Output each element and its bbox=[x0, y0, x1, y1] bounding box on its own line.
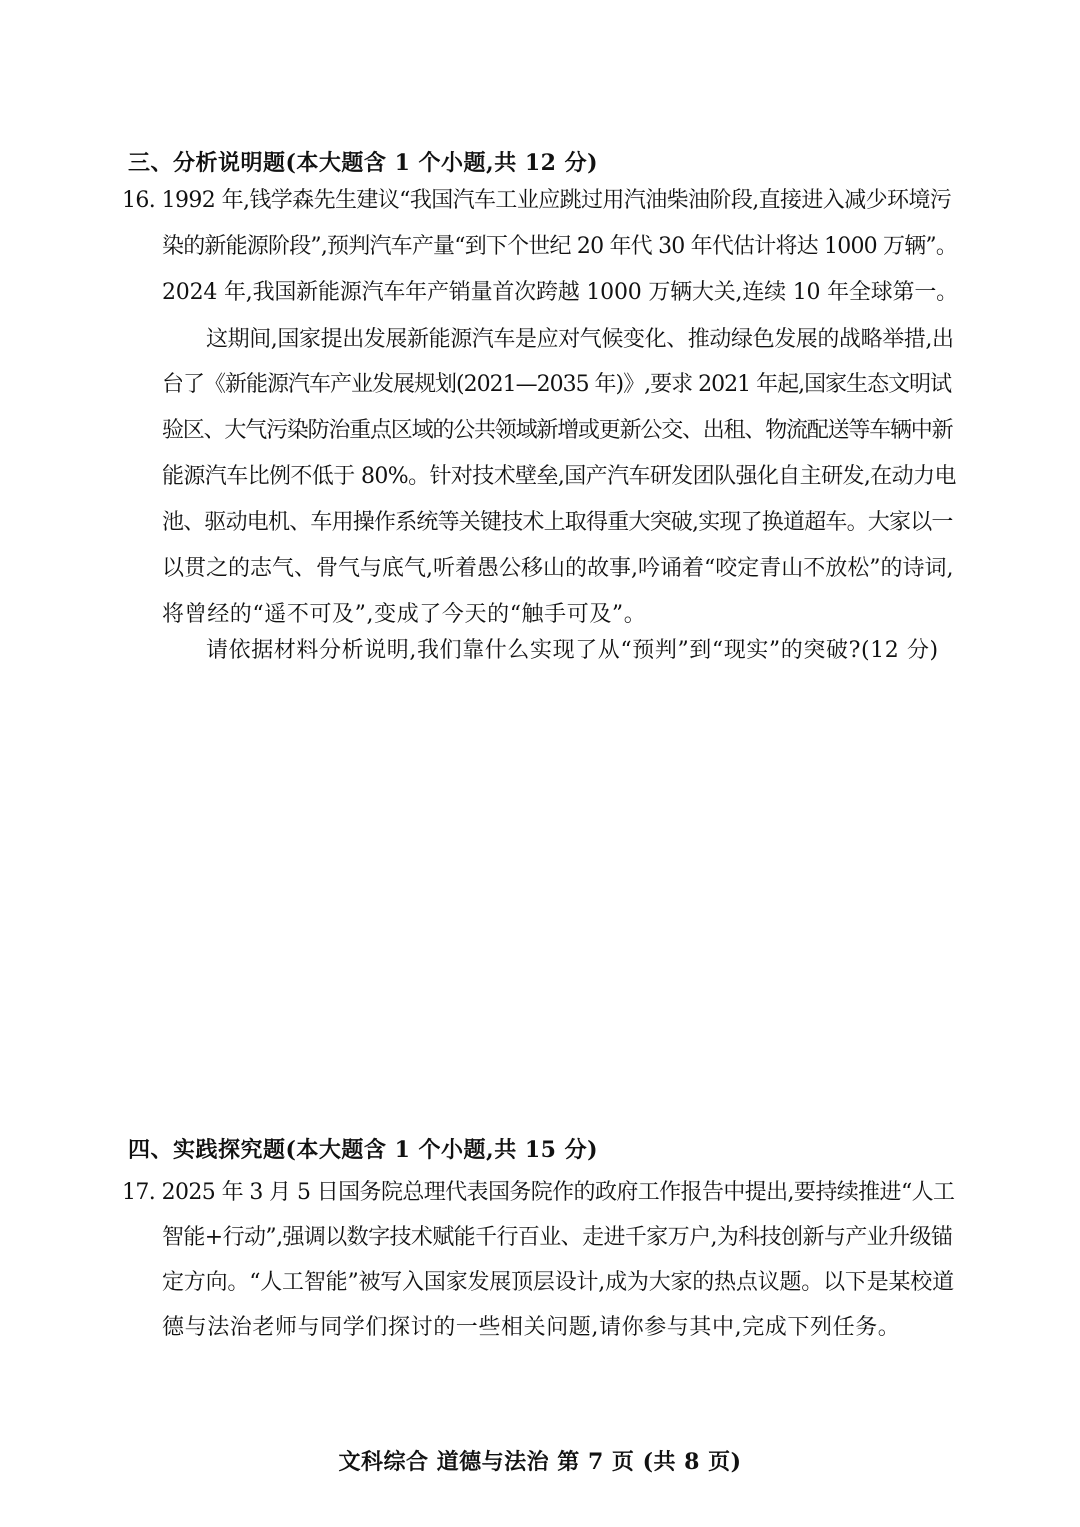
question-16-line-9: 以贯之的志气、骨气与底气,听着愚公移山的故事,吟诵着“咬定青山不放松”的诗词, bbox=[162, 556, 954, 581]
question-16-line-6: 验区、大气污染防治重点区域的公共领域新增或更新公交、出租、物流配送等车辆中新 bbox=[162, 418, 953, 443]
question-16-first-line bbox=[122, 186, 951, 216]
question-16-line-7: 能源汽车比例不低于 80%。针对技术壁垒,国产汽车研发团队强化自主研发,在动力电 bbox=[162, 464, 956, 489]
question-17-number: 17. bbox=[122, 1180, 156, 1205]
question-16-line-8: 池、驱动电机、车用操作系统等关键技术上取得重大突破,实现了换道超车。大家以一 bbox=[162, 510, 953, 535]
question-17-line-3: 定方向。“人工智能”被写入国家发展顶层设计,成为大家的热点议题。以下是某校道 bbox=[162, 1270, 954, 1295]
question-17-line-1: 2025 年 3 月 5 日国务院总理代表国务院作的政府工作报告中提出,要持续推进“人工 bbox=[161, 1180, 955, 1205]
question-17-line-4: 德与法治老师与同学们探讨的一些相关问题,请你参与其中,完成下列任务。 bbox=[162, 1315, 901, 1340]
question-16-line-5: 台了《新能源汽车产业发展规划(2021—2035 年)》,要求 2021 年起,国家生态文明试 bbox=[162, 372, 952, 397]
section-4-heading: 四、实践探究题(本大题含 1 个小题,共 15 分) bbox=[128, 1137, 599, 1163]
question-16-prompt: 请依据材料分析说明,我们靠什么实现了从“预判”到“现实”的突破?(12 分) bbox=[206, 638, 939, 663]
question-16-line-1: 1992 年,钱学森先生建议“我国汽车工业应跳过用汽油柴油阶段,直接进入减少环境污 bbox=[161, 188, 952, 213]
question-16-number: 16. bbox=[122, 188, 156, 213]
question-16-line-2: 染的新能源阶段”,预判汽车产量“到下个世纪 20 年代 30 年代估计将达 1000 万辆”。 bbox=[162, 234, 958, 259]
question-17-line-2: 智能+行动”,强调以数字技术赋能千行百业、走进千家万户,为科技创新与产业升级锚 bbox=[162, 1225, 953, 1250]
question-16-line-10: 将曾经的“遥不可及”,变成了今天的“触手可及”。 bbox=[162, 602, 647, 627]
question-16-line-4: 这期间,国家提出发展新能源汽车是应对气候变化、推动绿色发展的战略举措,出 bbox=[206, 327, 954, 352]
question-16-line-3: 2024 年,我国新能源汽车年产销量首次跨越 1000 万辆大关,连续 10 年全球第一。 bbox=[162, 280, 958, 305]
section-3-heading: 三、分析说明题(本大题含 1 个小题,共 12 分) bbox=[128, 150, 599, 176]
question-17-first-line bbox=[122, 1178, 954, 1208]
page-footer: 文科综合 道德与法治 第 7 页 (共 8 页) bbox=[338, 1449, 742, 1475]
